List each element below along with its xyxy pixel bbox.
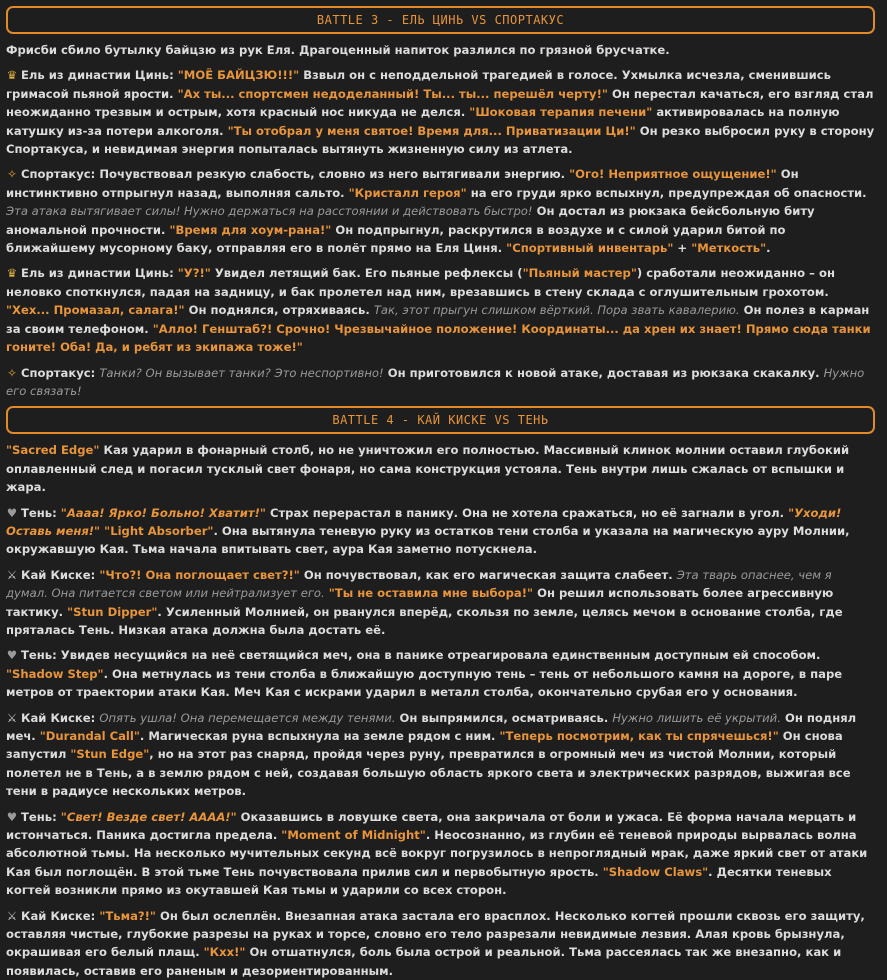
message-body [6,266,871,354]
message-segment: Страх перерастал в панику. Она не хотела сражаться, но её загнали в угол. [265,505,789,520]
message-segment: Он почувствовал, как его магическая защита слабеет. [299,567,677,582]
message-segment: Он перестал качаться, его взгляд стал неожиданно трезвым и острым, хотя красный нос никуда не делся. [6,86,874,120]
message-segment: "Время для хоум-рана!" [169,222,332,237]
message-segment: ) сработали неожиданно – он неловко споткнулся, падая на задницу, и бак пролетел над ним, врезавшись в стену склада с оглушительным грохотом. [6,266,835,299]
message-segment: Чрезвычайное положение! [334,321,518,336]
battle-4-banner: BATTLE 4 - КАЙ КИСКЕ VS ТЕНЬ [6,406,875,434]
sport-icon: ✧ [7,167,17,182]
message-segment: "Shadow Step" [6,666,104,681]
message-segment: "Ах ты... спортсмен недоделанный! Ты... ты... перешёл черту!" [177,86,608,101]
message-segment: Он был ослеплён. Внезапная атака застала его врасплох. Несколько когтей прошли сквозь его защиту, оставляя чистые, глубокие разрезы на руках и торсе, словно его тело разрезали невидимые лезвия. Алая кровь брызнула, окрашивая его белый плащ. [6,908,865,960]
message-segment: . Она метнулась из тени столба в ближайшую доступную тень – тень от небольшого камня на дороге, в паре метров от траектории атаки Кая. Меч Кая с искрами ударил в металл столба, окончательно срубая его у основания. [6,666,843,700]
black-heart-icon: ♥ [6,505,18,520]
message-segment: Спортакус: [21,167,100,182]
message-segment: "Алло! Генштаб?! Срочно! [152,321,335,336]
message-segment: "Меткость" [691,241,767,256]
message-segment: "Теперь посмотрим, как ты спрячешься!" [499,729,779,743]
crossed-swords-icon: ⚔ [6,567,18,582]
message-body [6,909,865,978]
message-segment: , но на этот раз снаряд, пройдя через руну, превратился в огромный меч из чистой [149,747,719,762]
crossed-swords-icon: ⚔ [6,710,18,725]
message-paragraph [6,646,881,701]
message-body [6,648,842,699]
message-paragraph [6,709,881,801]
message-paragraph [6,441,881,496]
message-segment: Тень: [21,809,61,824]
message-segment: Увидел летящий бак. Его пьяные рефлексы ( [210,266,523,281]
message-segment: "Shadow Claws" [602,864,709,879]
message-segment: + [673,241,692,256]
message-segment: . Магическая руна вспыхнула на земле рядом с ним. [139,729,500,743]
message-segment: "Кхх!" [203,945,246,960]
message-segment: Спортакус: [21,365,100,380]
message-segment: Молнии [718,747,771,762]
battle-3-banner: BATTLE 3 - ЕЛЬ ЦИНЬ VS СПОРТАКУС [6,6,875,34]
message-segment: "Ого! Неприятное ощущение!" [569,167,777,182]
message-segment: Увидев несущийся на неё светящийся меч, она в панике отреагировала единственным доступным ей способом. [60,648,821,663]
message-body [6,810,867,898]
narration-paragraph: Фрисби сбило бутылку байцзю из рук Еля. Драгоценный напиток разлился по грязной брусчатке. [6,43,670,57]
message-paragraph [6,165,881,257]
message-segment: Он достал из рюкзака бейсбольную биту аномальной прочности. [6,204,815,237]
message-segment: . Она вытянула теневую руку из остатков тени столба и указала на магическую ауру [213,523,793,538]
message-segment: , который полетел не в Тень, а в землю рядом с ней, создавая большую область яркого света и электрических разрядов, выжигая все тени в радиусе нескольких метров. [6,747,851,799]
message-paragraph [6,808,881,900]
message-body [6,506,850,557]
message-segment: . Неосознанно, из глубин её теневой природы вырвалась волна абсолютной тьмы. На несколько мучительных секунд всё вокруг погрузилось в непроглядный мрак, даже яркий свет от атаки Кая был поглощён. В этой тьме Тень почувствовала прилив сил и первобытную ярость. [6,828,868,879]
message-segment: Нужно лишить её укрытий. [612,710,781,725]
message-body [6,167,867,255]
message-body [6,568,843,637]
message-segment: . [766,241,771,256]
message-segment: Он поднялся, отряхиваясь. [184,303,374,318]
message-segment: . Усиленный [157,604,245,619]
message-segment: Он выпрямился, осматриваясь. [395,710,613,725]
message-segment: Он снова запустил [6,729,843,762]
message-segment: "Что?! Она поглощает свет?!" [99,567,300,582]
message-segment: "Light Absorber" [104,523,214,538]
message-segment: , он рванулся вперёд, скользя по земле, целясь мечом в основание столба, где пряталась Тень. Низкая атака должна была достать её. [6,604,843,637]
message-segment: активировалась на полную катушку из-за потери алкоголя. [6,105,840,138]
black-heart-icon: ♥ [6,809,18,824]
message-segment: "Кристалл героя" [348,185,467,200]
sport-icon: ✧ [7,365,17,380]
message-segment: Кай Киске: [21,567,100,582]
message-segment: Координаты... да хрен их знает! Прямо сюда танки гоните! Оба! Да, и ребят из экипажа тоже!" [6,321,871,355]
message-segment: "МОЁ БАЙЦЗЮ!!!" [177,68,300,83]
message-segment: "Уходи! Оставь меня!" [6,505,842,538]
message-segment: "Тьма?!" [99,908,156,923]
message-segment: Так, этот прыгун слишком вёрткий. Пора звать кавалерию. [373,303,740,318]
message-segment: "У?!" [177,266,211,281]
message-segment: "Moment of Midnight" [281,828,426,843]
message-segment: Эта атака вытягивает силы! Нужно держаться на расстоянии и действовать быстро! [6,204,533,219]
message-paragraph [6,566,881,640]
message-segment: Он полез в карман за своим телефоном. [6,303,870,336]
message-body [6,711,856,799]
message-segment: "Шоковая терапия печени" [469,105,653,120]
message-segment: Он резко выбросил руку в сторону Спортакуса, и невидимая энергия попыталась вытянуть жизненную силу из атлета. [6,123,875,157]
message-segment: Он подпрыгнул, раскрутился в воздухе и с силой ударил битой по ближайшему мусорному баку, отправляя его в полёт прямо на Еля Циня. [6,222,786,256]
message-body [6,366,864,398]
message-segment: "Свет! Везде свет! АААА!" [60,809,237,824]
message-segment: "Хех... Промазал, салага!" [6,303,185,318]
message-segment: "Stun Dipper" [67,604,158,619]
message-segment: . Десятки теневых когтей возникли прямо из окутавшей Кая тьмы и ударили со всех сторон. [6,864,832,898]
message-segment: Он приготовился к новой атаке, доставая из рюкзака скакалку. [383,365,824,380]
message-segment: Кая ударил в фонарный столб, но не уничтожил его полностью. Массивный клинок молнии оставил глубокий оплавленный след и погасил тусклый свет фонаря, но сама конструкция устояла. Тень внутри лишь сжалась от вспышки и жара. [6,443,850,495]
message-segment: на его груди ярко вспыхнул, предупреждая об опасности. [466,185,867,200]
message-segment: "Sacred Edge" [6,443,100,458]
message-segment: Он отшатнулся, боль была острой и реальной. Тьма рассеялась так же внезапно, как и появилась, оставив его раненым и дезориентированным. [6,945,842,978]
crown-icon: ♛ [6,68,18,83]
message-segment: "Stun Edge" [70,747,150,762]
message-segment: Молнии [792,523,846,538]
message-segment: Танки? Он вызывает танки? Это неспортивно! [99,365,384,380]
message-segment: , окружавшую Кая. Тьма начала впитывать свет, аура Кая заметно потускнела. [6,523,850,557]
message-segment: Ель из династии Цинь: [21,68,178,83]
message-segment: Он поднял меч. [6,710,857,743]
message-segment: "Durandal Call" [39,729,140,743]
message-segment: "Ты отобрал у меня святое! Время для... Приватизации Ци!" [227,123,636,138]
message-segment: Опять ушла! Она перемещается между тенями. [99,710,396,725]
message-segment: Тень: [21,648,61,663]
message-segment: "Пьяный мастер" [522,266,637,281]
message-segment: Кай Киске: [21,710,100,725]
message-segment: Молнией [244,604,305,619]
message-paragraph [6,364,881,401]
message-body [6,443,849,494]
black-heart-icon: ♥ [6,648,18,663]
message-segment: Оказавшись в ловушке света, она закричала от боли и ужаса. Её форма начала мерцать и истончаться. Паника достигла предела. [6,809,857,843]
message-paragraph [6,264,881,356]
message-paragraph [6,66,881,158]
message-segment: Он решил использовать более агрессивную тактику. [6,586,834,619]
message-segment: Почувствовал резкую слабость, словно из него вытягивали энергию. [99,167,570,182]
message-segment: "Спортивный инвентарь" [506,241,674,256]
crossed-swords-icon: ⚔ [6,908,18,923]
message-segment: Тень: [21,505,61,520]
message-segment: Взвыл он с неподдельной трагедией в голосе. Ухмылка исчезла, сменившись гримасой пьяной ярости. [6,68,831,101]
message-segment: "Аааа! Ярко! Больно! Хватит!" [60,505,266,520]
message-segment: Он инстинктивно отпрыгнул назад, выполняя сальто. [6,167,799,200]
message-body [6,68,874,156]
message-segment: Ель из династии Цинь: [21,266,178,281]
crown-icon: ♛ [6,266,18,281]
message-paragraph [6,504,881,559]
message-paragraph [6,907,881,980]
message-segment: Нужно его связать! [6,365,865,398]
message-segment: Кай Киске: [21,908,100,923]
message-segment: Эта тварь опаснее, чем я думал. Она питается светом или нейтрализует его. [6,567,832,601]
message-segment: "Ты не оставила мне выбора!" [328,586,534,601]
